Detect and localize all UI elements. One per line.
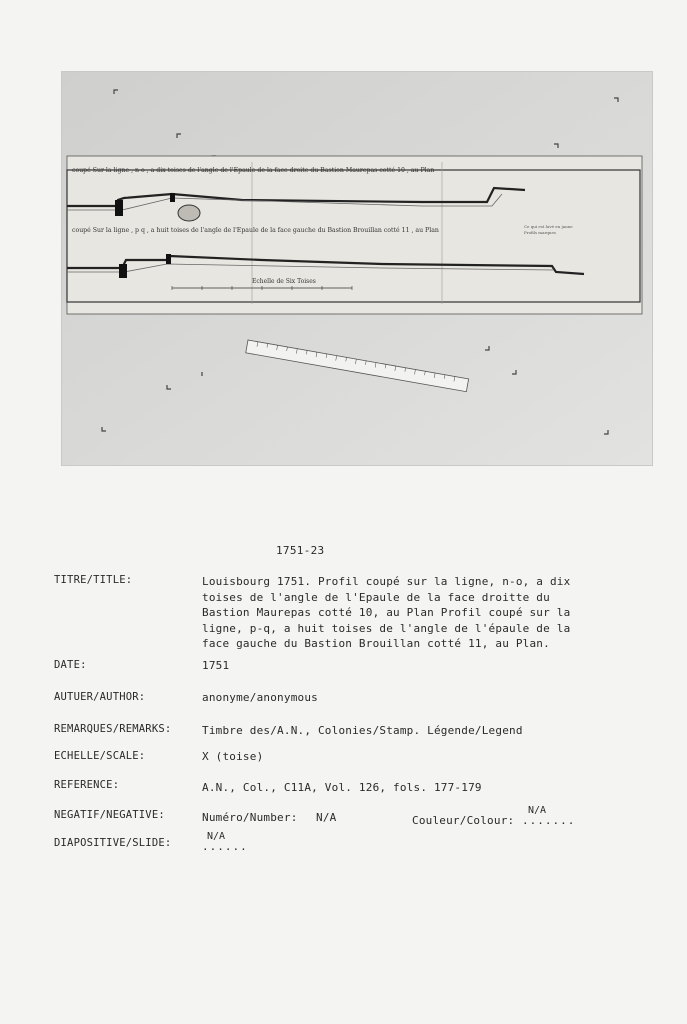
slide-dots: ...... bbox=[202, 840, 248, 853]
title-line: Louisbourg 1751. Profil coupé sur la ligne, n-o, a dix bbox=[202, 575, 571, 588]
date-value: 1751 bbox=[202, 659, 230, 672]
scale-caption: Echelle de Six Toises bbox=[252, 278, 316, 285]
title-line: toises de l'angle de l'Epaule de la face droitte du bbox=[202, 590, 550, 604]
remarks-label: REMARQUES/REMARKS: bbox=[54, 723, 172, 735]
lower-caption: coupé Sur la ligne , p q , a huit toises de l'angle de l'Epaule de la face gauche du Bastion Brouillan cotté 11 , au Plan bbox=[72, 227, 439, 234]
negative-colour-dots: ....... bbox=[522, 814, 576, 827]
scale-label: ECHELLE/SCALE: bbox=[54, 750, 146, 762]
reference-code: 1751-23 bbox=[276, 544, 325, 557]
reference-value: A.N., Col., C11A, Vol. 126, fols. 177-179 bbox=[202, 781, 482, 794]
svg-text:Profils marques: Profils marques bbox=[524, 230, 556, 235]
title-line: Bastion Maurepas cotté 10, au Plan Profil coupé sur la bbox=[202, 606, 571, 619]
slide-label: DIAPOSITIVE/SLIDE: bbox=[54, 837, 172, 849]
date-label: DATE: bbox=[54, 659, 87, 671]
svg-text:Ce qui est lavé en jaune: Ce qui est lavé en jaune bbox=[524, 224, 573, 229]
author-value: anonyme/anonymous bbox=[202, 691, 318, 704]
profile-drawing-image bbox=[62, 72, 652, 465]
profile-sheet bbox=[67, 156, 642, 314]
slide-value: N/A bbox=[207, 831, 226, 842]
negative-colour-label: Couleur/Colour: bbox=[412, 814, 515, 827]
author-label: AUTUER/AUTHOR: bbox=[54, 691, 146, 703]
title-line: ligne, p-q, a huit toises de l'angle de l'épaule de la bbox=[202, 621, 571, 635]
negative-number-value: N/A bbox=[316, 811, 337, 824]
negative-number-label: Numéro/Number: bbox=[202, 811, 298, 824]
title-line: face gauche du Bastion Brouillan cotté 11, au Plan. bbox=[202, 637, 550, 650]
negative-colour-value: N/A bbox=[528, 805, 547, 816]
reference-label: REFERENCE: bbox=[54, 779, 120, 791]
remarks-value: Timbre des/A.N., Colonies/Stamp. Légende/Legend bbox=[202, 724, 523, 737]
title-label: TITRE/TITLE: bbox=[54, 574, 133, 586]
scale-value: X (toise) bbox=[202, 750, 264, 763]
archival-photograph bbox=[62, 72, 652, 465]
upper-caption: coupé Sur la ligne , n o , a dix toises de l'angle de l'Epaule de la face droite du Bastion Maurepas cotté 10 , au Plan bbox=[72, 167, 435, 174]
negative-label: NEGATIF/NEGATIVE: bbox=[54, 809, 165, 821]
title-value bbox=[202, 574, 622, 652]
